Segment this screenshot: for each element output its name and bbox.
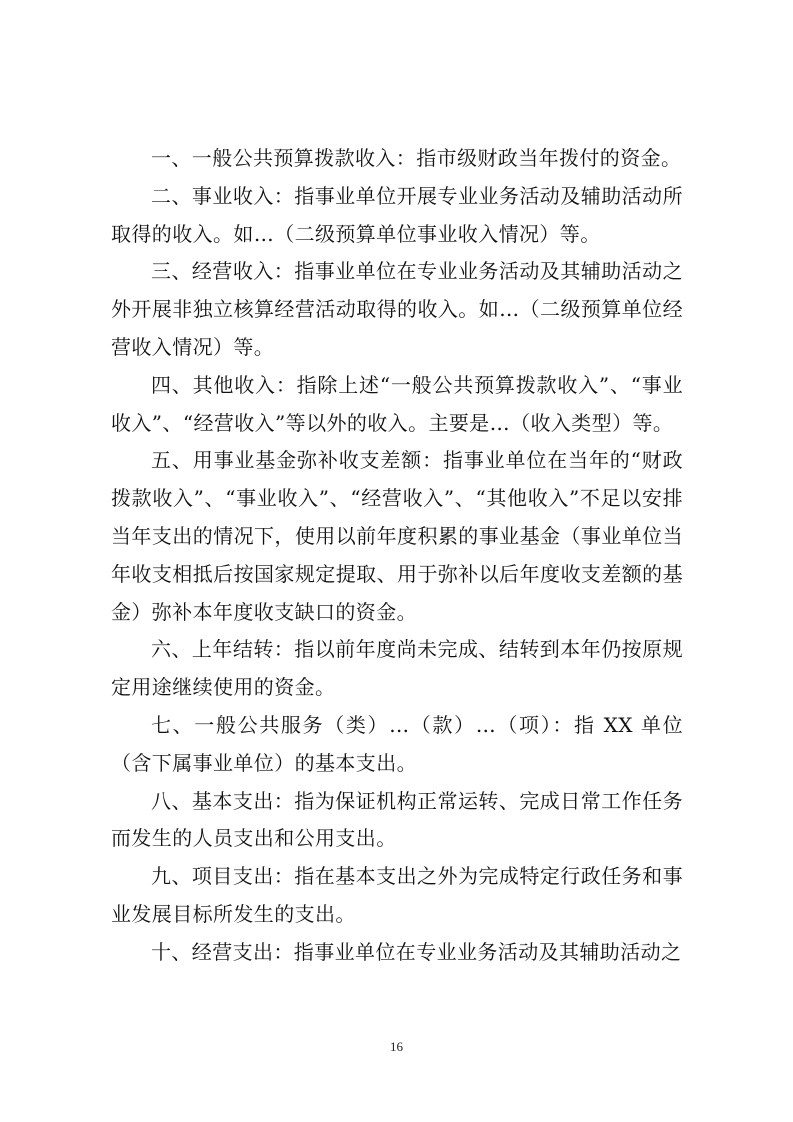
paragraph-prior-year-carryover: 六、上年结转：指以前年度尚未完成、结转到本年仍按原规定用途继续使用的资金。 <box>111 637 683 700</box>
paragraph-operating-revenue: 三、经营收入：指事业单位在专业业务活动及其辅助活动之外开展非独立核算经营活动取得的收入。如…（二级预算单位经营收入情况）等。 <box>111 259 683 359</box>
paragraph-business-revenue: 二、事业收入：指事业单位开展专业业务活动及辅助活动所取得的收入。如…（二级预算单位事业收入情况）等。 <box>111 183 683 246</box>
paragraph-public-services: 七、一般公共服务（类）…（款）…（项）：指 XX 单位（含下属事业单位）的基本支出。 <box>111 712 683 775</box>
page-number: 16 <box>390 1039 403 1054</box>
paragraph-operating-expenditure: 十、经营支出：指事业单位在专业业务活动及其辅助活动之 <box>151 939 682 964</box>
paragraph-business-fund: 五、用事业基金弥补收支差额：指事业单位在当年的“财政拨款收入”、“事业收入”、“经营收入”、“其他收入”不足以安排当年支出的情况下，使用以前年度积累的事业基金（事业单位当年收支相抵后按国家规定提取、用于弥补以后年度收支差额的基金）弥补本年度收支缺口的资金。 <box>111 448 683 624</box>
paragraph-basic-expenditure: 八、基本支出：指为保证机构正常运转、完成日常工作任务而发生的人员支出和公用支出。 <box>111 788 683 851</box>
paragraph-project-expenditure: 九、项目支出：指在基本支出之外为完成特定行政任务和事业发展目标所发生的支出。 <box>111 864 683 926</box>
document-body <box>111 140 683 972</box>
paragraph-other-revenue: 四、其他收入：指除上述“一般公共预算拨款收入”、“事业收入”、“经营收入”等以外的收入。主要是…（收入类型）等。 <box>111 372 683 435</box>
paragraph-general-budget-revenue: 一、一般公共预算拨款收入：指市级财政当年拨付的资金。 <box>151 146 682 170</box>
